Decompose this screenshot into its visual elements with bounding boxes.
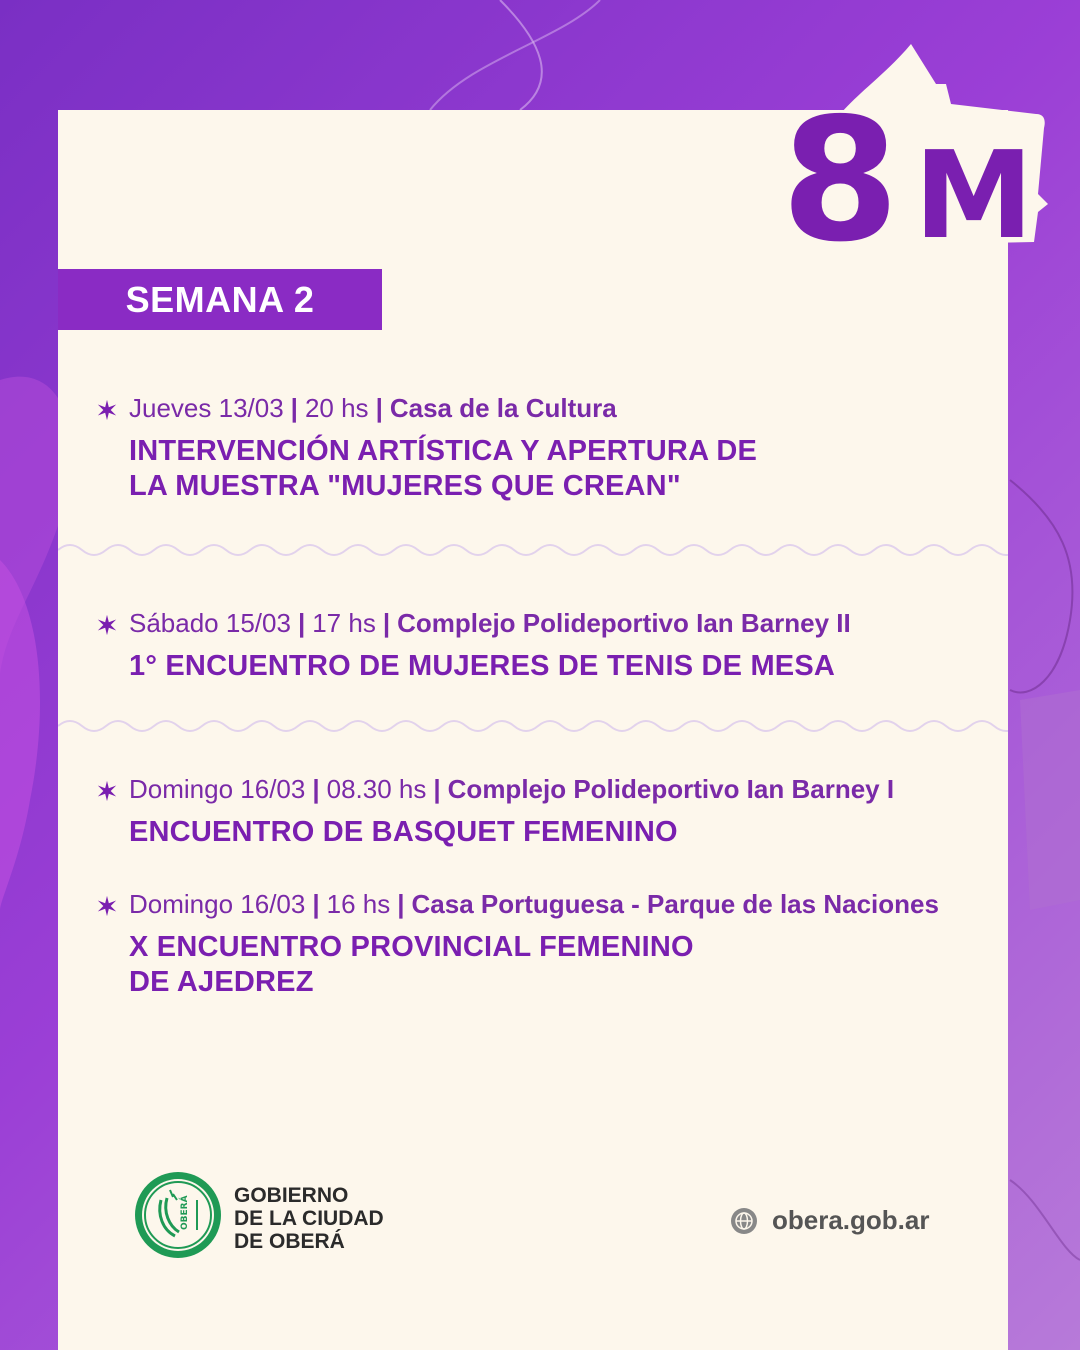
event-place: Casa Portuguesa - Parque de las Naciones [411,889,939,919]
event-title-line: 1° ENCUENTRO DE MUJERES DE TENIS DE MESA [129,650,836,682]
event-place: Casa de la Cultura [389,393,617,423]
event-title-line: INTERVENCIÓN ARTÍSTICA Y APERTURA DE [129,435,758,467]
svg-text:M: M [914,127,1034,254]
event-time: 16 hs [326,889,391,919]
event-item [96,889,996,1000]
event-title-line: DE AJEDREZ [129,966,314,998]
sparkle-icon [96,780,118,802]
sparkle-icon [96,399,118,421]
event-time: 08.30 hs [326,774,427,804]
event-meta [96,608,996,639]
event-time: 20 hs [304,393,369,423]
event-time: 17 hs [312,608,376,638]
event-meta [96,393,996,424]
website-link[interactable] [730,1205,929,1236]
separator: | [375,393,383,423]
event-day: Jueves 13/03 [129,393,284,423]
organization-name-line: GOBIERNO [234,1184,349,1207]
event-place: Complejo Polideportivo Ian Barney II [397,608,851,638]
organization-name-line: DE OBERÁ [234,1230,345,1253]
event-title [129,815,996,850]
city-seal-icon [133,1170,223,1260]
week-label: SEMANA 2 [58,269,382,330]
wave-divider [58,716,1008,736]
organization-name-line: DE LA CIUDAD [234,1207,384,1230]
8m-badge [776,44,1076,254]
event-title [129,930,996,1000]
separator: | [297,608,306,638]
svg-text:OBERÁ: OBERÁ [180,1195,190,1230]
separator: | [290,393,298,423]
wave-divider [58,540,1008,560]
event-title-line: LA MUESTRA "MUJERES QUE CREAN" [129,470,681,502]
event-title [129,434,996,504]
event-meta [96,889,996,920]
sparkle-icon [96,895,118,917]
separator: | [382,608,391,638]
8m-logo-icon [776,44,1076,254]
separator: | [312,774,320,804]
separator: | [312,889,320,919]
event-title-line: X ENCUENTRO PROVINCIAL FEMENINO [129,931,694,963]
separator: | [397,889,405,919]
event-title-line: ENCUENTRO DE BASQUET FEMENINO [129,816,678,848]
sparkle-icon [96,614,118,636]
event-item [96,393,996,504]
event-item [96,774,996,850]
event-meta [96,774,996,805]
globe-icon [730,1207,758,1235]
event-day: Domingo 16/03 [129,774,306,804]
separator: | [433,774,441,804]
event-day: Sábado 15/03 [129,608,291,638]
event-title [129,649,996,684]
event-day: Domingo 16/03 [129,889,306,919]
event-place: Complejo Polideportivo Ian Barney I [447,774,895,804]
event-item [96,608,996,684]
website-url[interactable]: obera.gob.ar [772,1205,930,1235]
svg-text:8: 8 [781,82,894,254]
organization-name [234,1184,384,1253]
